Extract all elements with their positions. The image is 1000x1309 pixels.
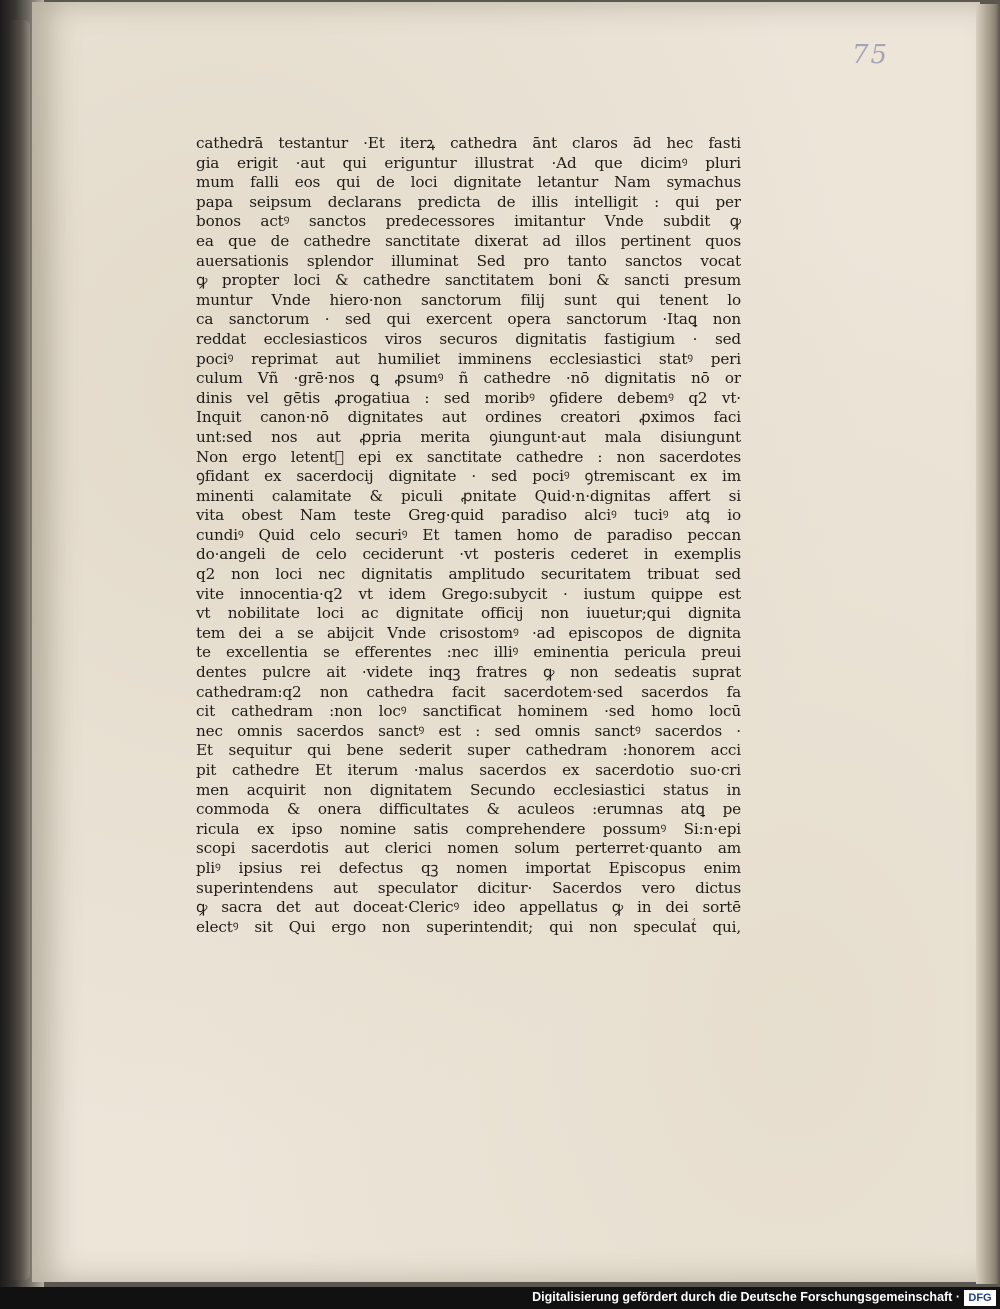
- text-line: do·angeli de celo ceciderunt ·vt posteris cederet in exemplis: [196, 545, 741, 564]
- page-stack-edge: [976, 4, 1000, 1284]
- text-line: cathedram:q2 non cathedra facit sacerdotem·sed sacerdos fa: [196, 682, 741, 701]
- text-line: auersationis splendor illuminat Sed pro tanto sanctos vocat: [196, 251, 741, 270]
- text-line: ricula ex ipso nomine satis comprehendere possumꝰ Si:n·epi: [196, 819, 741, 838]
- text-line: pliꝰ ipsius rei defectus qꝫ nomen importat Episcopus enim: [196, 858, 741, 877]
- text-line: vt nobilitate loci ac dignitate officij non iuuetur;qui dignita: [196, 604, 741, 623]
- text-line: superintendens aut speculator dicitur· Sacerdos vero dictus: [196, 878, 741, 897]
- book-binding: [8, 20, 30, 1280]
- text-line: dinis vel gētis ꝓrogatiua : sed moribꝰ ꝯfidere debemꝰ q2 vt·: [196, 388, 741, 407]
- text-line: electꝰ sit Qui ergo non superintendit; qui non speculatᷣ qui,: [196, 917, 741, 936]
- text-line: bonos actꝰ sanctos predecessores imitantur Vnde subdit ꝙ: [196, 212, 741, 231]
- text-line: reddat ecclesiasticos viros securos dignitatis fastigium · sed: [196, 329, 741, 348]
- text-line: dentes pulcre ait ·videte inqꝫ fratres ꝙ non sedeatis suprat: [196, 663, 741, 682]
- text-line: ꝙ propter loci & cathedre sanctitatem boni & sancti presum: [196, 271, 741, 290]
- text-line: Et sequitur qui bene sederit super cathedram :honorem acci: [196, 741, 741, 760]
- text-line: vita obest Nam teste Greg·quid paradiso alciꝰ tuciꝰ atꝗ io: [196, 506, 741, 525]
- text-line: vite innocentia·q2 vt idem Grego:subycit · iustum quippe est: [196, 584, 741, 603]
- text-line: ꝙ sacra det aut doceat·Clericꝰ ideo appellatus ꝙ in dei sortē: [196, 898, 741, 917]
- text-line: ea que de cathedre sanctitate dixerat ad illos pertinent quos: [196, 231, 741, 250]
- footer-credit: Digitalisierung gefördert durch die Deutsche Forschungsgemeinschaft ·: [532, 1290, 960, 1304]
- text-block: [196, 134, 741, 937]
- dfg-logo: DFG: [964, 1290, 996, 1306]
- text-line: mum falli eos qui de loci dignitate letantur Nam symachus: [196, 173, 741, 192]
- text-line: pociꝰ reprimat aut humiliet imminens ecclesiastici statꝰ peri: [196, 349, 741, 368]
- text-line: q2 non loci nec dignitatis amplitudo securitatem tribuat sed: [196, 565, 741, 584]
- text-line: gia erigit ·aut qui eriguntur illustrat ·Ad que dicimꝰ pluri: [196, 153, 741, 172]
- text-line: muntur Vnde hiero·non sanctorum filij sunt qui tenent lo: [196, 290, 741, 309]
- text-line: unt:sed nos aut ꝓpria merita ꝯiungunt·aut mala disiungunt: [196, 427, 741, 446]
- text-line: cathedrā testantur ·Et iterꝝ cathedra ānt claros ād hec fasti: [196, 134, 741, 152]
- text-line: pit cathedre Et iterum ·malus sacerdos ex sacerdotio suo·cri: [196, 761, 741, 779]
- text-line: commoda & onera difficultates & aculeos :erumnas atꝗ pe: [196, 800, 741, 819]
- text-line: culum Vñ ·grē·nos ꝗ ꝓsumꝰ ñ cathedre ·nō dignitatis nō or: [196, 369, 741, 388]
- footer-bar: [0, 1287, 1000, 1309]
- text-line: Non ergo letentᷣ epi ex sanctitate cathedre : non sacerdotes: [196, 447, 741, 466]
- text-line: cundiꝰ Quid celo securiꝰ Et tamen homo de paradiso peccan: [196, 525, 741, 544]
- text-line: nec omnis sacerdos sanctꝰ est : sed omnis sanctꝰ sacerdos ·: [196, 721, 741, 740]
- text-line: ca sanctorum · sed qui exercent opera sanctorum ·Itaꝗ non: [196, 310, 741, 329]
- text-line: cit cathedram :non locꝰ sanctificat hominem ·sed homo locū: [196, 702, 741, 721]
- text-line: men acquirit non dignitatem Secundo ecclesiastici status in: [196, 780, 741, 799]
- text-line: minenti calamitate & piculi ꝓnitate Quid·n·dignitas affert si: [196, 486, 741, 505]
- text-line: te excellentia se efferentes :nec illiꝰ eminentia pericula preui: [196, 643, 741, 662]
- text-line: papa seipsum declarans predicta de illis intelligit : qui per: [196, 192, 741, 211]
- text-line: tem dei a se abijcit Vnde crisostomꝰ ·ad episcopos de dignita: [196, 623, 741, 642]
- folio-number: 75: [852, 40, 890, 70]
- text-line: Inquit canon·nō dignitates aut ordines creatori ꝓximos faci: [196, 408, 741, 427]
- text-line: scopi sacerdotis aut clerici nomen solum perterret·quanto am: [196, 839, 741, 858]
- text-line: ꝯfidant ex sacerdocij dignitate · sed pociꝰ ꝯtremiscant ex im: [196, 467, 741, 486]
